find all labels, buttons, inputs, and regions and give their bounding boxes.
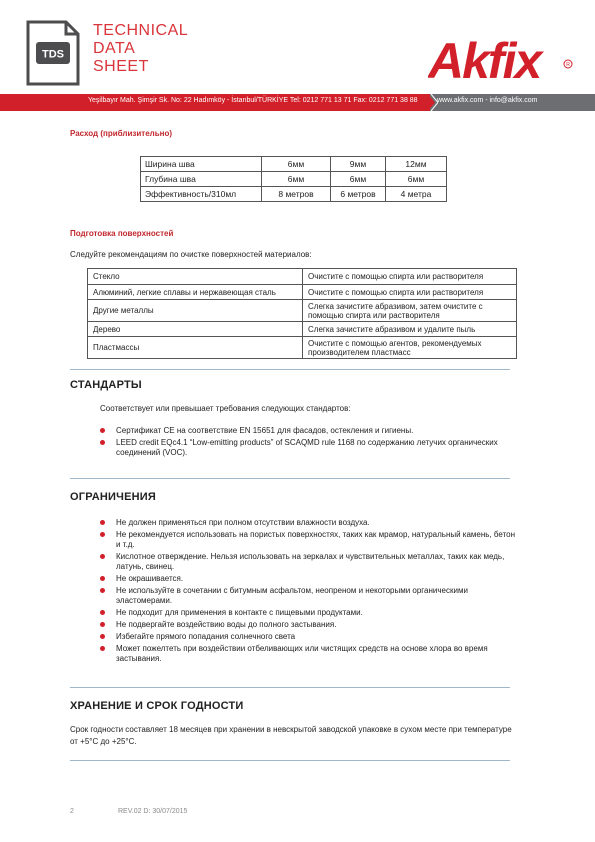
table-row <box>88 285 517 300</box>
table-cell: Алюминий, легкие сплавы и нержавеющая сталь <box>88 285 303 300</box>
table-cell: Ширина шва <box>141 157 262 172</box>
table-cell: Пластмассы <box>88 337 303 359</box>
table-cell: Очистите с помощью спирта или растворителя <box>303 285 517 300</box>
table-row <box>88 269 517 285</box>
standards-heading: СТАНДАРТЫ <box>70 379 142 391</box>
table-row <box>88 337 517 359</box>
surface-table <box>87 268 517 359</box>
table-cell: Очистите с помощью спирта или растворителя <box>303 269 517 285</box>
tds-document-icon <box>26 20 80 86</box>
svg-text:R: R <box>566 62 570 68</box>
table-row <box>141 157 447 172</box>
document-type-title <box>93 22 188 76</box>
list-item: Сертификат CE на соответствие EN 15651 для фасадов, остекления и гигиены. <box>100 426 500 436</box>
bullet-icon <box>100 428 105 433</box>
tds-badge-text: TDS <box>42 48 64 61</box>
storage-heading: ХРАНЕНИЕ И СРОК ГОДНОСТИ <box>70 700 244 712</box>
list-item: Избегайте прямого попадания солнечного света <box>100 632 516 642</box>
list-item: Не рекомендуется использовать на пористых поверхностях, таких как мрамор, натуральный камень, бетон и т.д. <box>100 530 516 550</box>
table-cell: 9мм <box>331 157 386 172</box>
consumption-table <box>140 156 447 202</box>
table-cell: 12мм <box>386 157 447 172</box>
bullet-icon <box>100 440 105 445</box>
table-cell: 6мм <box>262 157 331 172</box>
limitations-list <box>100 518 516 666</box>
title-line-1: TECHNICAL <box>93 22 189 39</box>
limitations-heading: ОГРАНИЧЕНИЯ <box>70 491 156 503</box>
consumption-heading: Расход (приблизительно) <box>70 129 173 138</box>
list-item: Не подвергайте воздействию воды до полного застывания. <box>100 620 516 630</box>
table-cell: Эффективность/310мл <box>141 187 262 202</box>
section-divider <box>70 478 510 479</box>
bullet-icon <box>100 520 105 525</box>
list-item: Кислотное отверждение. Нельзя использовать на зеркалах и чувствительных металлах, таких как медь, латунь, свинец. <box>100 552 516 572</box>
title-line-3: SHEET <box>93 58 149 75</box>
list-item: Не окрашивается. <box>100 574 516 584</box>
bullet-icon <box>100 634 105 639</box>
list-item: LEED credit EQc4.1 “Low-emitting products” of SCAQMD rule 1168 по содержанию летучих органических соединений (VOC). <box>100 438 500 458</box>
table-cell: Стекло <box>88 269 303 285</box>
table-cell: Слегка зачистите абразивом, затем очистите с помощью спирта или растворителя <box>303 300 517 322</box>
storage-text: Срок годности составляет 18 месяцев при хранении в невскрытой заводской упаковке в сухом месте при температуре от +5°C до +25°C. <box>70 725 512 746</box>
bullet-icon <box>100 588 105 593</box>
table-cell: 4 метра <box>386 187 447 202</box>
page-number: 2 <box>70 808 74 815</box>
table-row <box>88 322 517 337</box>
table-cell: Очистите с помощью агентов, рекомендуемых производителем пластмасс <box>303 337 517 359</box>
table-row <box>141 172 447 187</box>
table-row <box>88 300 517 322</box>
table-cell: 6 метров <box>331 187 386 202</box>
bullet-icon <box>100 532 105 537</box>
table-cell: Другие металлы <box>88 300 303 322</box>
standards-intro: Соответствует или превышает требования следующих стандартов: <box>100 404 351 413</box>
table-cell: 6мм <box>262 172 331 187</box>
bullet-icon <box>100 554 105 559</box>
surface-intro: Следуйте рекомендациям по очистке поверхностей материалов: <box>70 250 312 259</box>
table-cell: 8 метров <box>262 187 331 202</box>
table-cell: 6мм <box>386 172 447 187</box>
list-item: Не подходит для применения в контакте с пищевыми продуктами. <box>100 608 516 618</box>
list-item: Не должен применяться при полном отсутствии влажности воздуха. <box>100 518 516 528</box>
akfix-logo <box>428 34 574 86</box>
standards-list <box>100 426 500 460</box>
company-contact-link[interactable]: www.akfix.com - info@akfix.com <box>437 97 538 104</box>
revision-date: REV.02 D: 30/07/2015 <box>118 808 188 815</box>
title-line-2: DATA <box>93 40 136 57</box>
surface-heading: Подготовка поверхностей <box>70 229 174 238</box>
table-cell: Глубина шва <box>141 172 262 187</box>
section-divider <box>70 760 510 761</box>
table-row <box>141 187 447 202</box>
bullet-icon <box>100 646 105 651</box>
section-divider <box>70 369 510 370</box>
table-cell: 6мм <box>331 172 386 187</box>
list-item: Может пожелтеть при воздействии отбеливающих или чистящих средств на основе хлора во время застывания. <box>100 644 516 664</box>
table-cell: Дерево <box>88 322 303 337</box>
bullet-icon <box>100 610 105 615</box>
list-item: Не используйте в сочетании с битумным асфальтом, неопреном и некоторыми органическими эластомерами. <box>100 586 516 606</box>
bullet-icon <box>100 576 105 581</box>
section-divider <box>70 687 510 688</box>
bullet-icon <box>100 622 105 627</box>
logo-text: Akfix <box>428 34 541 86</box>
company-address: Yeşilbayır Mah. Şimşir Sk. No: 22 Hadımköy - İstanbul/TÜRKİYE Tel: 0212 771 13 71 Fax: 0212 771 38 88 <box>88 97 418 104</box>
table-cell: Слегка зачистите абразивом и удалите пыль <box>303 322 517 337</box>
